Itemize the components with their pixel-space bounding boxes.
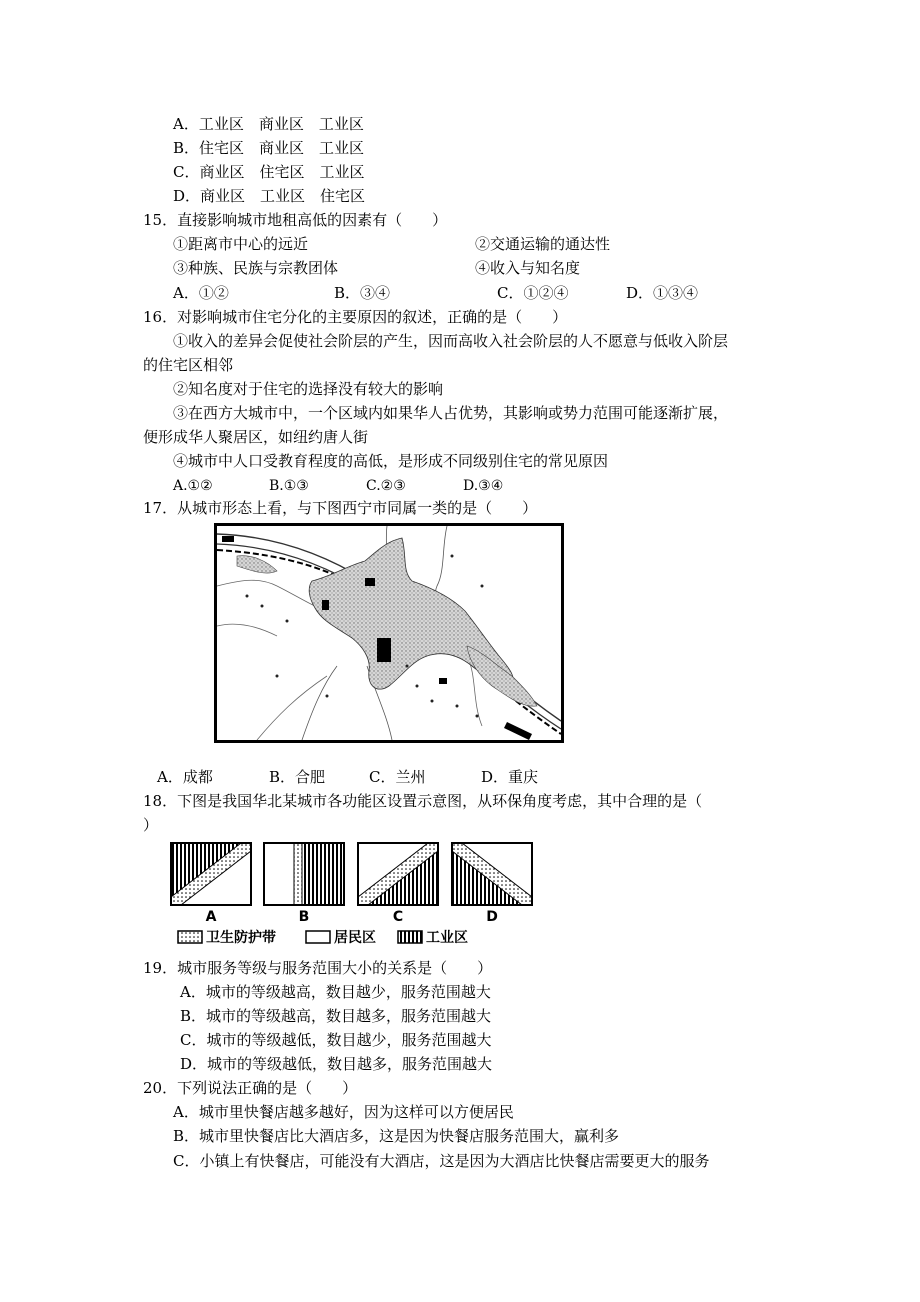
zoning-label-c: C bbox=[392, 909, 404, 925]
legend-residential: 居民区 bbox=[334, 930, 376, 946]
zoning-panel-a bbox=[171, 843, 251, 905]
q15-stem: 15．直接影响城市地租高低的因素有（ ） bbox=[143, 211, 448, 229]
q16-option-c: C.②③ bbox=[366, 478, 406, 494]
q16-statement-4: ④城市中人口受教育程度的高低，是形成不同级别住宅的常见原因 bbox=[173, 452, 609, 470]
q19-option-a: A．城市的等级越高，数目越少，服务范围越大 bbox=[180, 983, 491, 1001]
q15-item-2: ②交通运输的通达性 bbox=[475, 235, 611, 253]
zoning-diagram-svg bbox=[168, 839, 538, 949]
zoning-label-b: B bbox=[298, 909, 310, 925]
landmark-block bbox=[439, 678, 447, 684]
q15-option-d: D．①③④ bbox=[626, 284, 699, 302]
q16-statement-1-line-1: ①收入的差异会促使社会阶层的产生，因而高收入社会阶层的人不愿意与低收入阶层 bbox=[173, 332, 729, 350]
q16-option-a: A.①② bbox=[173, 478, 213, 494]
q14-option-a: A．工业区 商业区 工业区 bbox=[173, 115, 364, 133]
q14-option-c: C．商业区 住宅区 工业区 bbox=[173, 163, 365, 181]
zoning-label-a: A bbox=[205, 909, 217, 925]
q19-stem: 19．城市服务等级与服务范围大小的关系是（ ） bbox=[143, 959, 493, 977]
q18-stem-line-2: ） bbox=[143, 816, 159, 834]
q17-option-a: A．成都 bbox=[157, 768, 213, 786]
suburban-area bbox=[467, 646, 537, 706]
city-map-illustration bbox=[217, 526, 561, 740]
q16-statement-2: ②知名度对于住宅的选择没有较大的影响 bbox=[173, 380, 444, 398]
q16-option-b: B.①③ bbox=[269, 478, 309, 494]
q17-option-d: D．重庆 bbox=[481, 768, 539, 786]
legend-swatch-industrial bbox=[398, 931, 422, 943]
legend-health-belt: 卫生防护带 bbox=[206, 930, 276, 946]
tributary-line bbox=[217, 624, 277, 636]
q15-item-4: ④收入与知名度 bbox=[475, 259, 581, 277]
q19-option-b: B．城市的等级越高，数目越多，服务范围越大 bbox=[180, 1007, 492, 1025]
q16-option-d: D.③④ bbox=[463, 478, 504, 494]
legend-swatch-health-belt bbox=[178, 931, 202, 943]
q16-statement-1-line-2: 的住宅区相邻 bbox=[143, 356, 234, 374]
q14-option-d: D．商业区 工业区 住宅区 bbox=[173, 187, 366, 205]
landmark-block bbox=[377, 638, 391, 662]
legend-industrial: 工业区 bbox=[426, 930, 468, 946]
legend-swatch-residential bbox=[306, 931, 330, 943]
q16-statement-3-line-2: 便形成华人聚居区，如纽约唐人街 bbox=[143, 428, 369, 446]
tributary-line bbox=[302, 666, 337, 740]
q19-option-d: D．城市的等级越低，数目越多，服务范围越大 bbox=[180, 1055, 493, 1073]
landmark-block bbox=[504, 722, 532, 740]
landmark-block bbox=[322, 600, 329, 610]
q20-stem: 20．下列说法正确的是（ ） bbox=[143, 1079, 358, 1097]
suburban-area bbox=[237, 556, 277, 573]
q20-option-c: C．小镇上有快餐店，可能没有大酒店，这是因为大酒店比快餐店需要更大的服务 bbox=[173, 1152, 710, 1170]
q15-option-a: A．①② bbox=[173, 284, 229, 302]
q15-option-b: B．③④ bbox=[334, 284, 391, 302]
q16-statement-3-line-1: ③在西方大城市中，一个区域内如果华人占优势，其影响或势力范围可能逐渐扩展， bbox=[173, 404, 729, 422]
q17-option-c: C．兰州 bbox=[369, 768, 426, 786]
q14-option-b: B．住宅区 商业区 工业区 bbox=[173, 139, 365, 157]
q15-item-1: ①距离市中心的远近 bbox=[173, 235, 309, 253]
xining-city-map bbox=[214, 523, 564, 743]
q19-option-c: C．城市的等级越低，数目越少，服务范围越大 bbox=[180, 1031, 492, 1049]
q20-option-b: B．城市里快餐店比大酒店多，这是因为快餐店服务范围大，赢利多 bbox=[173, 1127, 620, 1145]
q16-stem: 16．对影响城市住宅分化的主要原因的叙述，正确的是（ ） bbox=[143, 308, 568, 326]
zoning-panel-c bbox=[358, 843, 438, 905]
zoning-label-d: D bbox=[486, 909, 498, 925]
landmark-block bbox=[222, 536, 234, 542]
q17-stem: 17．从城市形态上看，与下图西宁市同属一类的是（ ） bbox=[143, 499, 538, 517]
zoning-panel-d bbox=[452, 843, 532, 905]
tributary-line bbox=[257, 676, 327, 740]
zoning-diagram bbox=[168, 839, 538, 949]
zoning-panel-b bbox=[264, 843, 344, 905]
landmark-block bbox=[365, 578, 375, 586]
q15-item-3: ③种族、民族与宗教团体 bbox=[173, 259, 339, 277]
q20-option-a: A．城市里快餐店越多越好，因为这样可以方便居民 bbox=[173, 1103, 514, 1121]
q18-stem-line-1: 18．下图是我国华北某城市各功能区设置示意图，从环保角度考虑，其中合理的是（ bbox=[143, 792, 703, 810]
q17-option-b: B．合肥 bbox=[269, 768, 326, 786]
q15-option-c: C．①②④ bbox=[497, 284, 569, 302]
